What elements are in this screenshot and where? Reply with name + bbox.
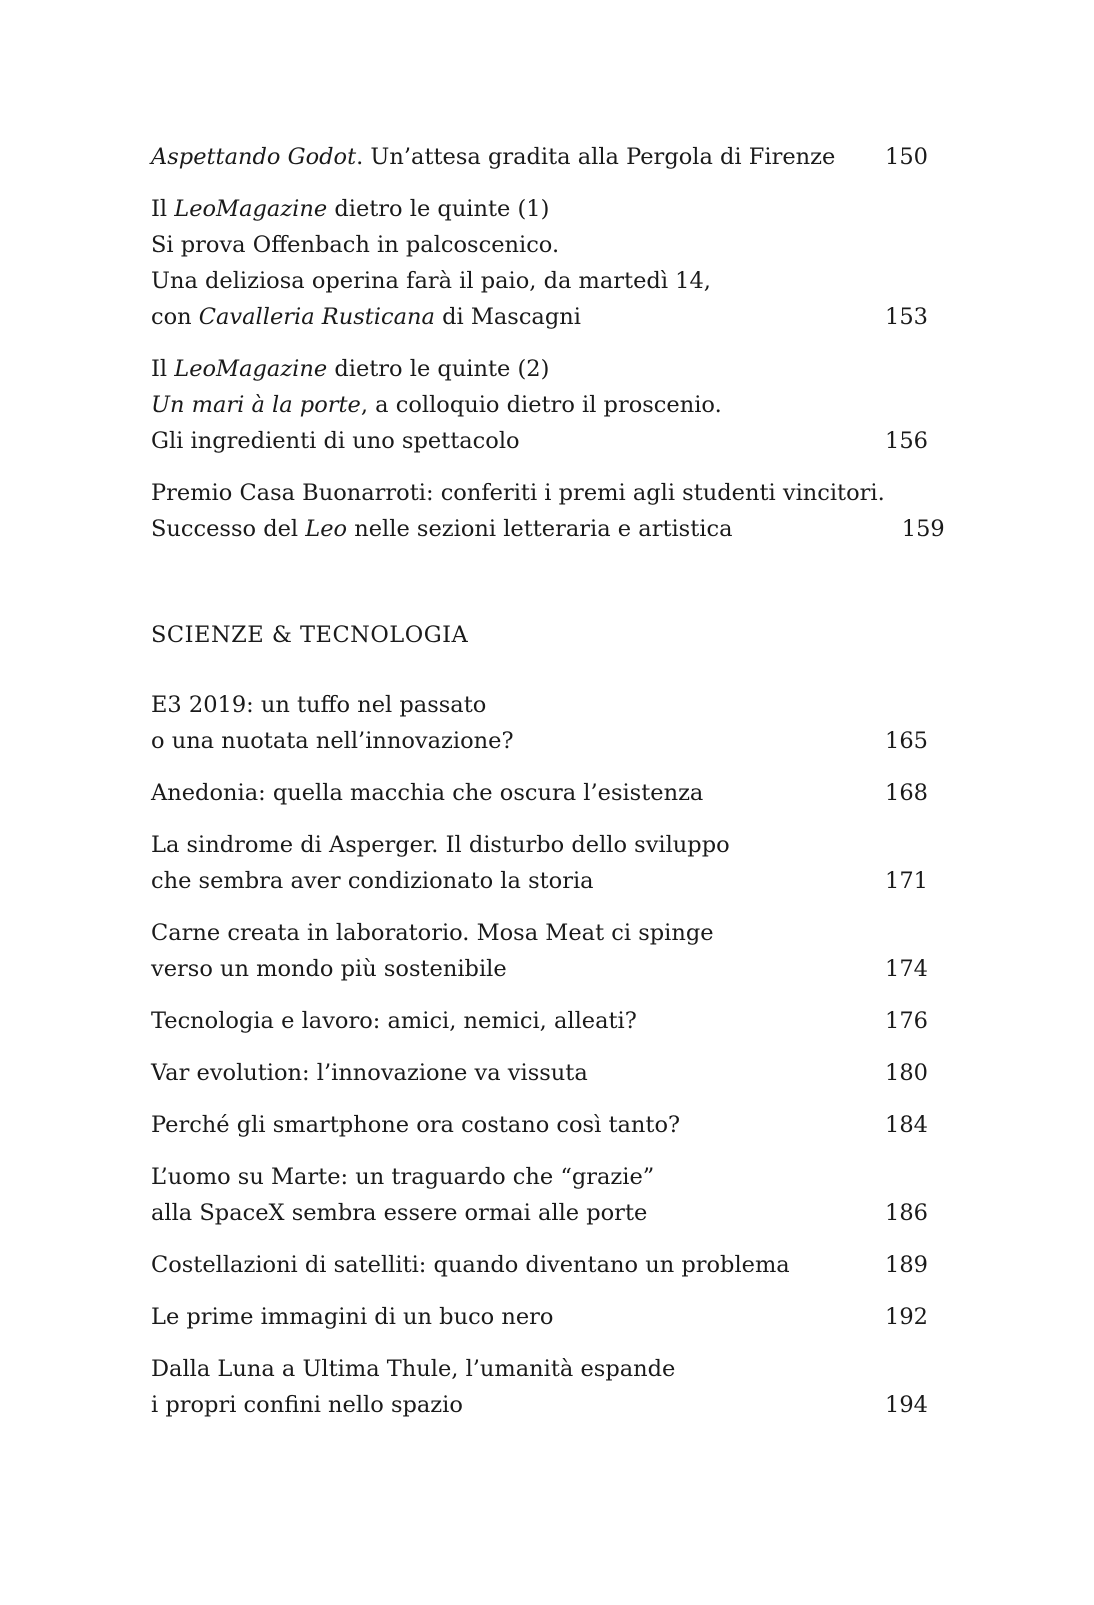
text: i propri confini nello spazio <box>151 1392 463 1418</box>
toc-entry <box>151 1003 928 1039</box>
text: E3 2019: un tuffo nel passato <box>151 692 487 718</box>
entry-title-line <box>151 827 868 863</box>
entry-title-line <box>151 1003 868 1039</box>
entry-title-line <box>151 299 868 335</box>
page-number: 153 <box>885 304 928 330</box>
entry-title-line <box>151 475 885 511</box>
toc-entry <box>151 827 928 899</box>
italic-text: Cavalleria Rusticana <box>198 304 435 330</box>
entry-title <box>151 1299 868 1335</box>
toc-entry <box>151 1351 928 1423</box>
italic-text: Aspettando Godot <box>151 144 357 170</box>
toc-entry <box>151 191 928 335</box>
entry-title <box>151 827 868 899</box>
entry-title <box>151 139 868 175</box>
entry-title-line <box>151 775 868 811</box>
text: verso un mondo più sostenibile <box>151 956 507 982</box>
entry-title-line <box>151 1299 868 1335</box>
entry-title <box>151 1055 868 1091</box>
entry-title-line <box>151 951 868 987</box>
text: Una deliziosa operina farà il paio, da martedì 14, <box>151 268 711 294</box>
entry-title <box>151 475 885 547</box>
italic-text: LeoMagazine <box>174 356 328 382</box>
toc-entries-top <box>151 139 945 547</box>
page-number: 192 <box>885 1304 928 1330</box>
toc-entry <box>151 915 928 987</box>
entry-title-line <box>151 1107 868 1143</box>
entry-title <box>151 191 868 335</box>
section-title: SCIENZE & TECNOLOGIA <box>151 622 469 648</box>
entry-title <box>151 687 868 759</box>
text: . Un’attesa gradita alla Pergola di Firenze <box>356 144 836 170</box>
italic-text: Un mari à la porte <box>151 392 361 418</box>
page-number: 180 <box>885 1060 928 1086</box>
entry-title-line <box>151 1159 868 1195</box>
entry-title-line <box>151 387 868 423</box>
page-number: 186 <box>885 1200 928 1226</box>
entry-title <box>151 1159 868 1231</box>
page-number: 184 <box>885 1112 928 1138</box>
entry-title <box>151 1003 868 1039</box>
page-number: 165 <box>885 728 928 754</box>
italic-text: Leo <box>305 516 348 542</box>
text: Il <box>151 196 175 222</box>
text: Anedonia: quella macchia che oscura l’esistenza <box>151 780 704 806</box>
text: Gli ingredienti di uno spettacolo <box>151 428 520 454</box>
text: Costellazioni di satelliti: quando diventano un problema <box>151 1252 790 1278</box>
entry-title <box>151 775 868 811</box>
entry-title <box>151 1107 868 1143</box>
entry-title-line <box>151 1055 868 1091</box>
text: Perché gli smartphone ora costano così tanto? <box>151 1112 681 1138</box>
entry-title-line <box>151 1351 868 1387</box>
toc-entry <box>151 1107 928 1143</box>
entry-title-line <box>151 227 868 263</box>
toc-entry <box>151 1299 928 1335</box>
entry-title-line <box>151 915 868 951</box>
text: L’uomo su Marte: un traguardo che “grazie” <box>151 1164 655 1190</box>
entry-title-line <box>151 139 868 175</box>
page-number: 174 <box>885 956 928 982</box>
page-number: 189 <box>885 1252 928 1278</box>
entry-title-line <box>151 263 868 299</box>
page-number: 159 <box>901 516 945 542</box>
entry-title-line <box>151 191 868 227</box>
page-number: 156 <box>885 428 928 454</box>
entry-title-line <box>151 1387 868 1423</box>
text: Tecnologia e lavoro: amici, nemici, alleati? <box>151 1008 637 1034</box>
text: Le prime immagini di un buco nero <box>151 1304 554 1330</box>
text: Successo del <box>151 516 306 542</box>
entry-title-line <box>151 723 868 759</box>
entry-title-line <box>151 863 868 899</box>
toc-entry <box>151 1055 928 1091</box>
entry-title-line <box>151 351 868 387</box>
page-number: 194 <box>885 1392 928 1418</box>
text: dietro le quinte (2) <box>327 356 550 382</box>
toc-entry <box>151 1159 928 1231</box>
italic-text: LeoMagazine <box>174 196 328 222</box>
toc-entries-bottom <box>151 687 928 1423</box>
text: nelle sezioni letteraria e artistica <box>347 516 733 542</box>
toc-entry <box>151 475 945 547</box>
entry-title <box>151 351 868 459</box>
page-number: 150 <box>885 144 928 170</box>
entry-title-line <box>151 687 868 723</box>
text: alla SpaceX sembra essere ormai alle porte <box>151 1200 648 1226</box>
toc-entry <box>151 351 928 459</box>
text: che sembra aver condizionato la storia <box>151 868 594 894</box>
entry-title <box>151 915 868 987</box>
text: con <box>151 304 199 330</box>
entry-title-line <box>151 423 868 459</box>
text: Carne creata in laboratorio. Mosa Meat ci spinge <box>151 920 714 946</box>
page-number: 171 <box>885 868 928 894</box>
table-of-contents <box>151 139 945 1423</box>
entry-title <box>151 1247 868 1283</box>
text: Var evolution: l’innovazione va vissuta <box>151 1060 588 1086</box>
toc-entry <box>151 1247 928 1283</box>
text: La sindrome di Asperger. Il disturbo dello sviluppo <box>151 832 730 858</box>
text: Dalla Luna a Ultima Thule, l’umanità espande <box>151 1356 676 1382</box>
text: dietro le quinte (1) <box>327 196 550 222</box>
toc-entry <box>151 775 928 811</box>
text: Il <box>151 356 175 382</box>
toc-entry <box>151 687 928 759</box>
entry-title-line <box>151 1247 868 1283</box>
page-number: 168 <box>885 780 928 806</box>
text: o una nuotata nell’innovazione? <box>151 728 514 754</box>
toc-entry <box>151 139 928 175</box>
page-number: 176 <box>885 1008 928 1034</box>
entry-title <box>151 1351 868 1423</box>
text: di Mascagni <box>434 304 581 330</box>
entry-title-line <box>151 511 885 547</box>
text: Premio Casa Buonarroti: conferiti i premi agli studenti vincitori. <box>151 480 885 506</box>
text: Si prova Offenbach in palcoscenico. <box>151 232 560 258</box>
text: , a colloquio dietro il proscenio. <box>360 392 722 418</box>
entry-title-line <box>151 1195 868 1231</box>
